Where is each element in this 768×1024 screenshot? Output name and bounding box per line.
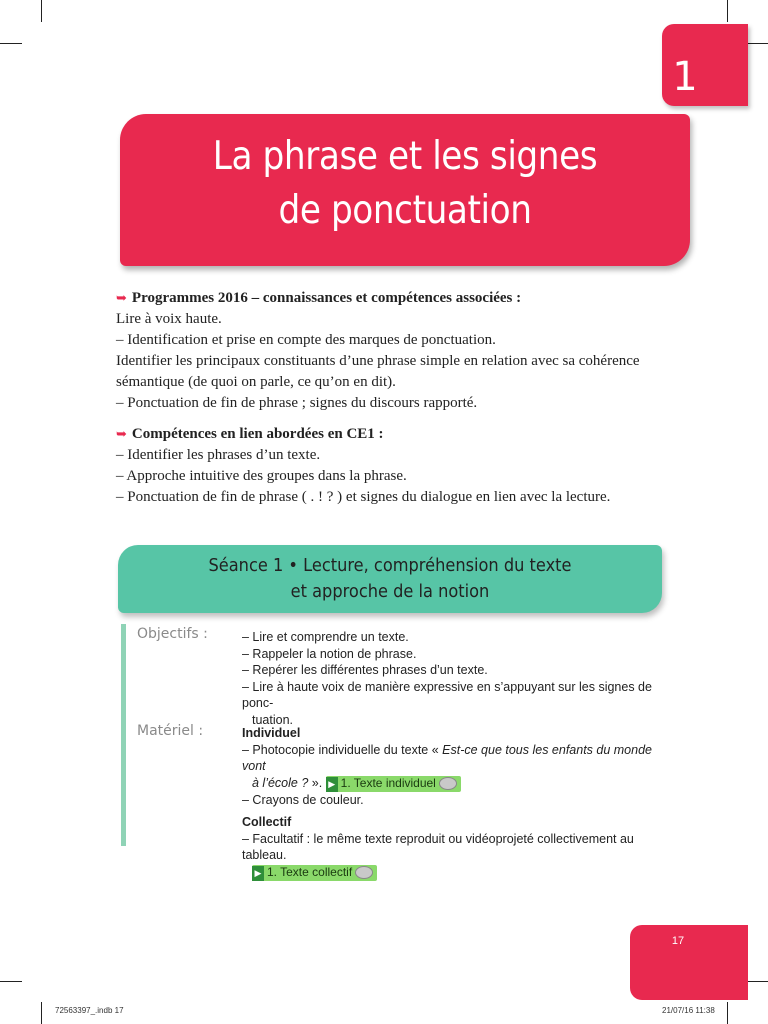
collectif-line: – Facultatif : le même texte reproduit ou vidéoprojeté collectivement au tableau. (242, 831, 634, 862)
individuel-line: à l’école ? ». ▶ 1. Texte individuel (242, 775, 667, 792)
programmes-line: sémantique (de quoi on parle, ce qu’on en dit). (116, 374, 396, 390)
play-icon: ▶ (252, 866, 264, 881)
objectif-item: – Lire à haute voix de manière expressive en s’appuyant sur les signes de ponc- (242, 679, 652, 710)
seance-title-line-2: et approche de la notion (290, 581, 490, 602)
title-banner (120, 114, 690, 266)
competences-line: – Identifier les phrases d’un texte. (116, 447, 321, 463)
objectifs-list (242, 629, 667, 728)
competences-line: – Approche intuitive des groupes dans la phrase. (116, 468, 407, 484)
page-number: 17 (671, 935, 685, 947)
crop-mark (0, 43, 22, 44)
programmes-heading: ➥ Programmes 2016 – connaissances et compétences associées : (116, 290, 522, 306)
crop-mark (41, 0, 42, 22)
crop-mark (41, 1002, 42, 1024)
side-bar (121, 624, 126, 846)
materiel-list (242, 725, 667, 881)
competences-section (116, 424, 676, 508)
crop-mark (0, 981, 22, 982)
footer-timestamp: 21/07/16 11:38 (662, 1006, 715, 1015)
play-icon: ▶ (326, 777, 338, 792)
objectif-item: – Rappeler la notion de phrase. (242, 646, 417, 661)
chapter-number: 1 (672, 54, 698, 100)
programmes-line: – Identification et prise en compte des marques de ponctuation. (116, 332, 496, 348)
individuel-line: – Crayons de couleur. (242, 792, 364, 807)
seance-banner (118, 545, 662, 613)
seance-title (145, 553, 635, 605)
seance-title-line-1: Séance 1 • Lecture, compréhension du texte (208, 555, 572, 576)
individuel-heading: Individuel (242, 726, 301, 740)
texte-collectif-link[interactable]: ▶ 1. Texte collectif (252, 865, 377, 881)
page-number-tab (630, 925, 748, 1000)
title-line-1: La phrase et les signes (212, 134, 598, 179)
collectif-heading: Collectif (242, 815, 292, 829)
crop-mark (727, 0, 728, 22)
programmes-line: Lire à voix haute. (116, 311, 222, 327)
page-title (154, 130, 656, 238)
footer-file-info: 72563397_.indb 17 (55, 1006, 124, 1015)
title-line-2: de ponctuation (278, 188, 532, 233)
collectif-line (242, 864, 667, 881)
programmes-line: Identifier les principaux constituants d’une phrase simple en relation avec sa cohérence (116, 353, 640, 369)
competences-heading: ➥ Compétences en lien abordées en CE1 : (116, 426, 384, 442)
crop-mark (746, 43, 768, 44)
objectif-item: – Lire et comprendre un texte. (242, 630, 409, 644)
programmes-section (116, 288, 676, 414)
chapter-tab (662, 24, 748, 106)
objectif-item: tuation. (252, 712, 294, 727)
texte-individuel-link[interactable]: ▶ 1. Texte individuel (326, 776, 461, 792)
cd-icon (355, 866, 373, 879)
crop-mark (727, 1002, 728, 1024)
cd-icon (439, 777, 457, 790)
objectifs-label: Objectifs : (137, 626, 208, 642)
materiel-label: Matériel : (137, 723, 204, 739)
arrow-icon: ➥ (116, 427, 127, 442)
crop-mark (746, 981, 768, 982)
competences-line: – Ponctuation de fin de phrase ( . ! ? ) et signes du dialogue en lien avec la lecture. (116, 489, 611, 505)
objectif-item: – Repérer les différentes phrases d’un texte. (242, 663, 488, 677)
arrow-icon: ➥ (116, 291, 127, 306)
individuel-line: – Photocopie individuelle du texte « Est-ce que tous les enfants du monde vont (242, 742, 652, 773)
programmes-line: – Ponctuation de fin de phrase ; signes du discours rapporté. (116, 395, 478, 411)
